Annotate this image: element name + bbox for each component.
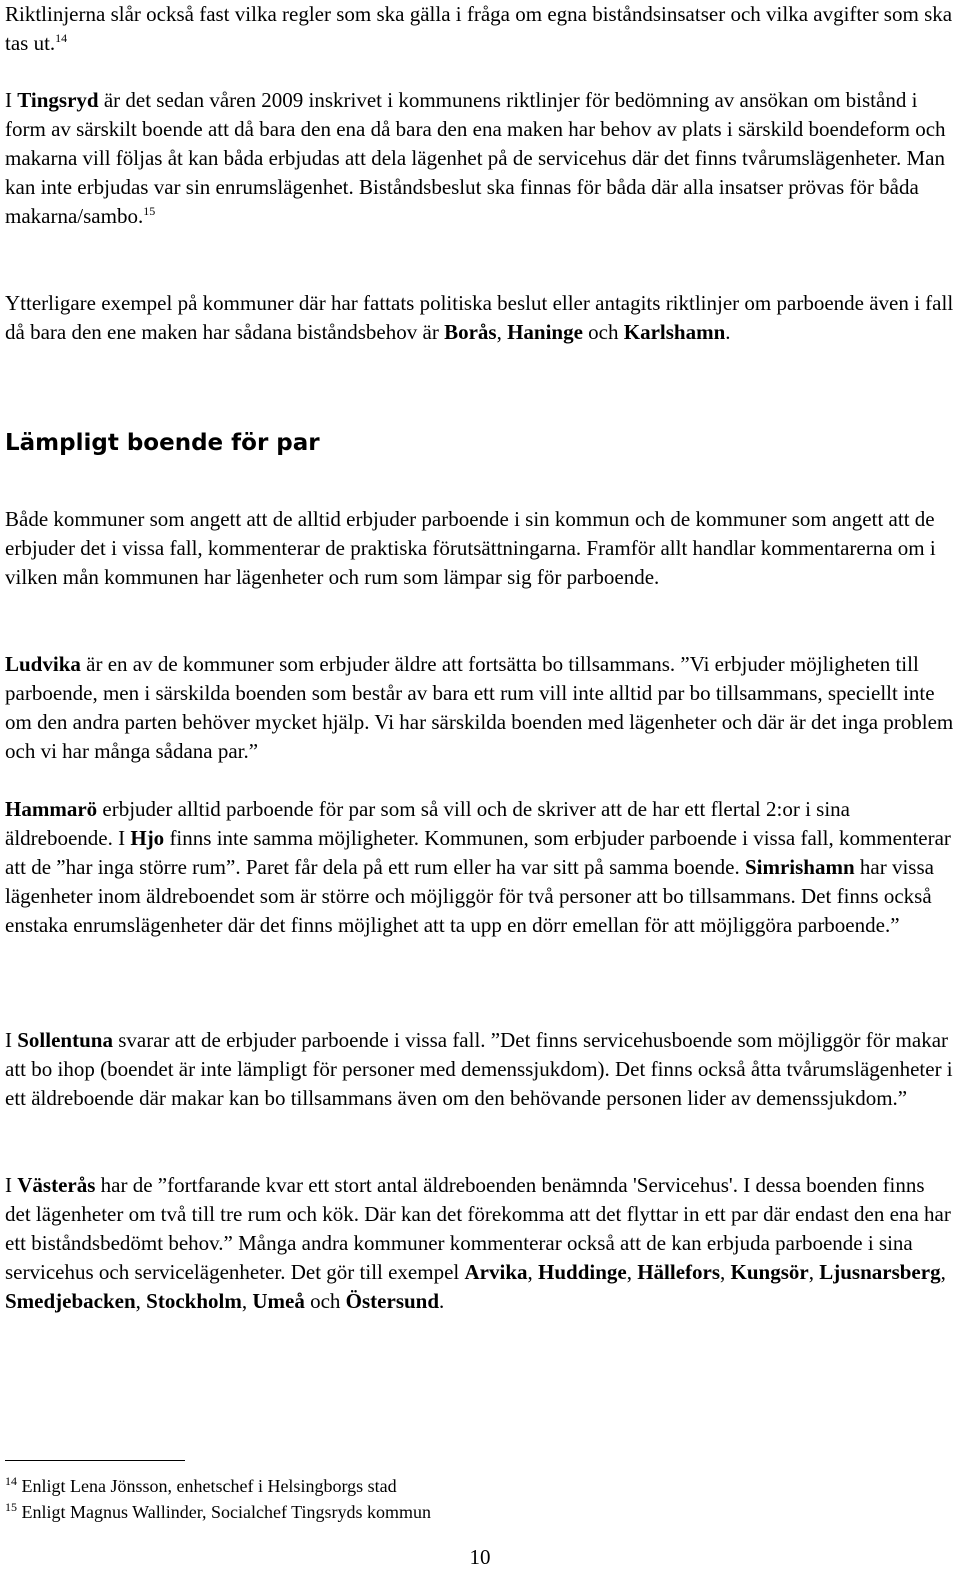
section-heading: Lämpligt boende för par xyxy=(5,430,320,456)
footnote-number: 15 xyxy=(5,1500,17,1514)
text-run: Riktlinjerna slår också fast vilka regler som ska gälla i fråga om egna biståndsinsatser och vilka avgifter som ska tas ut. xyxy=(5,2,953,55)
bold-term: Hjo xyxy=(130,826,165,850)
text-run: erbjuder alltid parboende för par som så vill och de skriver att de har ett flertal 2:or i sina äldreboende. I xyxy=(5,797,850,850)
paragraph-tingsryd xyxy=(5,86,955,231)
text-run: , xyxy=(720,1260,731,1284)
paragraph-ludvika xyxy=(5,650,955,766)
footnote-ref: 15 xyxy=(143,204,156,218)
footnote-15 xyxy=(5,1500,905,1524)
text-run: har vissa lägenheter inom äldreboendet som är större och möjliggör för två personer att bo tillsammans. Det finns också enstaka enrumslägenheter där det finns möjlighet att ta upp en dörr emellan för att möjliggöra parboende.” xyxy=(5,855,934,937)
text-run: , xyxy=(496,320,508,344)
paragraph-ytterligare xyxy=(5,289,955,347)
bold-term: Sollentuna xyxy=(17,1028,113,1052)
paragraph-riktlinjerna xyxy=(5,0,955,58)
bold-term: Borås xyxy=(444,320,497,344)
text-run: är en av de kommuner som erbjuder äldre att fortsätta bo tillsammans. ”Vi erbjuder möjligheten till parboende, men i särskilda boenden som består av bara ett rum vill inte alltid par bo tillsammans, speciellt inte om den andra parten behöver mycket hjälp. Vi har särskilda boenden med lägenheter och där är det inga problem och vi har många sådana par.” xyxy=(5,652,954,763)
footnote-number: 14 xyxy=(5,1474,17,1488)
text-run: , xyxy=(527,1260,538,1284)
bold-term: Huddinge xyxy=(538,1260,627,1284)
bold-term: Ljusnarsberg xyxy=(819,1260,941,1284)
text-run: I xyxy=(5,88,18,112)
text-run: svarar att de erbjuder parboende i vissa fall. ”Det finns servicehusboende som möjliggör för makar att bo ihop (boendet är inte lämpligt för personer med demenssjukdom). Det finns också åtta tvårumslägenheter i ett äldreboende där makar kan bo tillsammans även om den behövande personen lider av demenssjukdom.” xyxy=(5,1028,953,1110)
bold-term: Umeå xyxy=(252,1289,305,1313)
bold-term: Ludvika xyxy=(5,652,81,676)
footnote-14 xyxy=(5,1474,905,1498)
paragraph-hammaro xyxy=(5,795,955,940)
footnote-text: Enligt Magnus Wallinder, Socialchef Tingsryds kommun xyxy=(21,1502,431,1522)
bold-term: Tingsryd xyxy=(17,88,99,112)
text-run: I xyxy=(5,1173,18,1197)
text-run: , xyxy=(808,1260,820,1284)
footnote-ref: 14 xyxy=(55,31,68,45)
text-run: , xyxy=(241,1289,253,1313)
bold-term: Simrishamn xyxy=(744,855,855,879)
text-run: . xyxy=(725,320,731,344)
paragraph-bade-kommuner xyxy=(5,505,955,592)
text-run: Både kommuner som angett att de alltid erbjuder parboende i sin kommun och de kommuner som angett att de erbjuder det i vissa fall, kommenterar de praktiska förutsättningarna. Framför allt handlar kommentarerna om i vilken mån kommunen har lägenheter och rum som lämpar sig för parboende. xyxy=(5,507,936,589)
text-run: och xyxy=(582,320,624,344)
text-run: finns inte samma möjligheter. Kommunen, som erbjuder parboende i vissa fall, kommenterar att de ”har inga större rum”. Paret får dela på ett rum eller ha var sitt på samma boende. xyxy=(5,826,951,879)
bold-term: Västerås xyxy=(17,1173,96,1197)
bold-term: Hammarö xyxy=(5,797,98,821)
page-number: 10 xyxy=(469,1545,491,1569)
text-run: , xyxy=(940,1260,946,1284)
text-run: I xyxy=(5,1028,18,1052)
bold-term: Östersund xyxy=(345,1289,440,1313)
paragraph-vasteras xyxy=(5,1171,955,1316)
footnote-divider xyxy=(5,1460,185,1461)
text-run: är det sedan våren 2009 inskrivet i kommunens riktlinjer för bedömning av ansökan om bistånd i form av särskilt boende att då bara den ena då bara den ena maken har behov av plats i särskild boendeform och makarna vill följas åt kan båda erbjudas att dela lägenhet på de servicehus där det finns tvårumslägenheter. Man kan inte erbjudas var sin enrumslägenhet. Biståndsbeslut ska finnas för båda där alla insatser prövas för båda makarna/sambo. xyxy=(5,88,946,228)
footnote-text: Enligt Lena Jönsson, enhetschef i Helsingborgs stad xyxy=(21,1476,397,1496)
bold-term: Smedjebacken xyxy=(5,1289,136,1313)
text-run: , xyxy=(626,1260,638,1284)
text-run: , xyxy=(135,1289,147,1313)
text-run: . xyxy=(439,1289,445,1313)
text-run: och xyxy=(304,1289,346,1313)
bold-term: Karlshamn xyxy=(623,320,726,344)
bold-term: Kungsör xyxy=(730,1260,809,1284)
paragraph-sollentuna xyxy=(5,1026,955,1113)
bold-term: Arvika xyxy=(464,1260,528,1284)
text-run: Ytterligare exempel på kommuner där har fattats politiska beslut eller antagits riktlinjer om parboende även i fall då bara den ene maken har sådana biståndsbehov är xyxy=(5,291,954,344)
bold-term: Hällefors xyxy=(637,1260,721,1284)
bold-term: Stockholm xyxy=(146,1289,242,1313)
text-run: har de ”fortfarande kvar ett stort antal äldreboenden benämnda 'Servicehus'. I dessa boenden finns det lägenheter om två till tre rum och kök. Där kan det förekomma att det flyttar in ett par där endast den ena har ett biståndsbedömt behov.” Många andra kommuner kommenterar också att de kan erbjuda parboende i sina servicehus och servicelägenheter. Det gör till exempel xyxy=(5,1173,951,1284)
bold-term: Haninge xyxy=(507,320,583,344)
